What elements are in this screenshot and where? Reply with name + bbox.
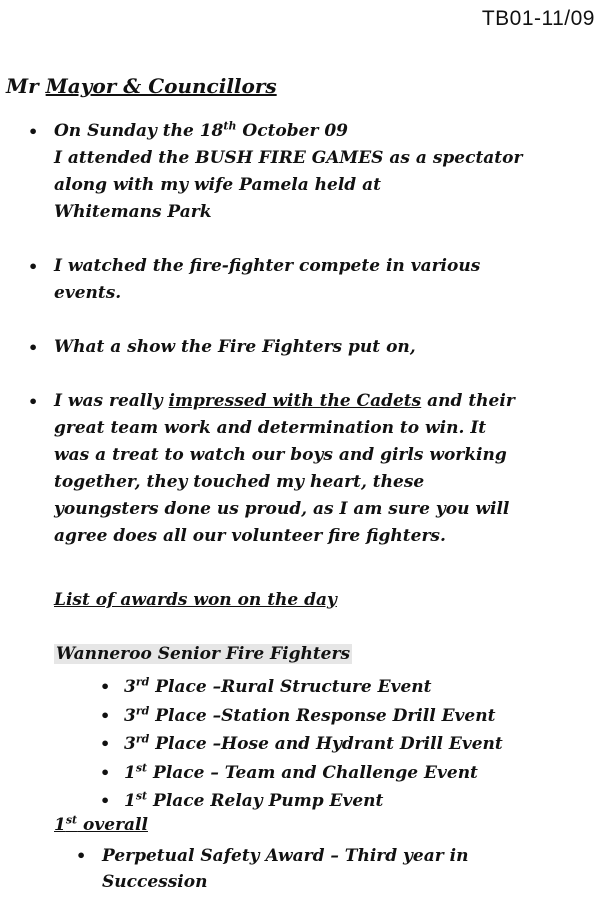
text-line: events. [54,283,122,303]
ordinal-suffix: rd [135,732,150,746]
place-number: 1 [124,762,136,783]
place-number: 3 [124,734,136,754]
ordinal-suffix: th [223,119,237,133]
award-text: Place Relay Pump Event [147,791,384,811]
overall-award-item [76,843,468,895]
text-fragment: October 09 [236,121,348,141]
text-line [54,388,593,415]
award-text: Place –Hose and Hydrant Drill Event [149,734,503,754]
text-line: • What a show the Fire Fighters put on, [54,337,416,357]
document-reference-number: TB01-11/09 [481,7,595,30]
overall-text: overall [77,815,148,835]
award-item [100,759,503,788]
award-text: Place –Station Response Drill Event [149,705,496,726]
underlined-text: impressed with the Cadets [168,391,422,411]
award-text: Place – Team and Challenge Event [147,762,478,783]
award-text: Place –Rural Structure Event [149,677,432,697]
awards-section-heading: List of awards won on the day [54,590,337,610]
text-line: great team work and determination to win. It [54,418,487,438]
ordinal-suffix: st [65,813,78,827]
text-line: youngsters done us proud, as I am sure you will [54,499,510,519]
place-number: 1 [54,815,66,835]
place-number: 3 [124,705,136,726]
text-line: agree does all our volunteer fire fighters. [54,526,446,546]
text-line [54,118,593,145]
ordinal-suffix: st [135,760,148,774]
text-line: I attended the BUSH FIRE GAMES as a spectator [54,148,523,168]
text-line: Whitemans Park [54,202,212,222]
text-line: was a treat to watch our boys and girls working [54,445,507,465]
bullet-item-watched [28,253,593,307]
bullet-item-attendance [28,118,593,226]
bullet-item-show [28,334,593,361]
speech-bullet-list [28,118,593,577]
text-line: • I watched the fire-fighter compete in various [54,256,481,276]
ordinal-suffix: rd [135,675,150,689]
salutation-prefix: Mr [6,74,46,98]
salutation [6,74,277,98]
team-heading: Wanneroo Senior Fire Fighters [56,644,351,664]
bullet-item-cadets [28,388,593,550]
text-fragment: On Sunday the 18 [54,121,224,141]
place-number: 1 [124,791,136,811]
award-item [100,730,503,759]
text-fragment: I was really [54,391,169,411]
overall-heading [54,815,148,835]
awards-list [100,673,503,816]
text-fragment: and their [421,391,515,411]
award-item [100,787,503,816]
ordinal-suffix: st [135,789,148,803]
award-item [100,702,503,731]
text-line: • Perpetual Safety Award – Third year in [102,846,469,866]
ordinal-suffix: rd [135,703,150,717]
overall-award-list [76,843,468,895]
text-line: Succession [102,872,208,892]
salutation-addressee: Mayor & Councillors [45,74,277,98]
place-number: 3 [124,677,136,697]
text-line: along with my wife Pamela held at [54,175,381,195]
text-line: together, they touched my heart, these [54,472,425,492]
award-item [100,673,503,702]
